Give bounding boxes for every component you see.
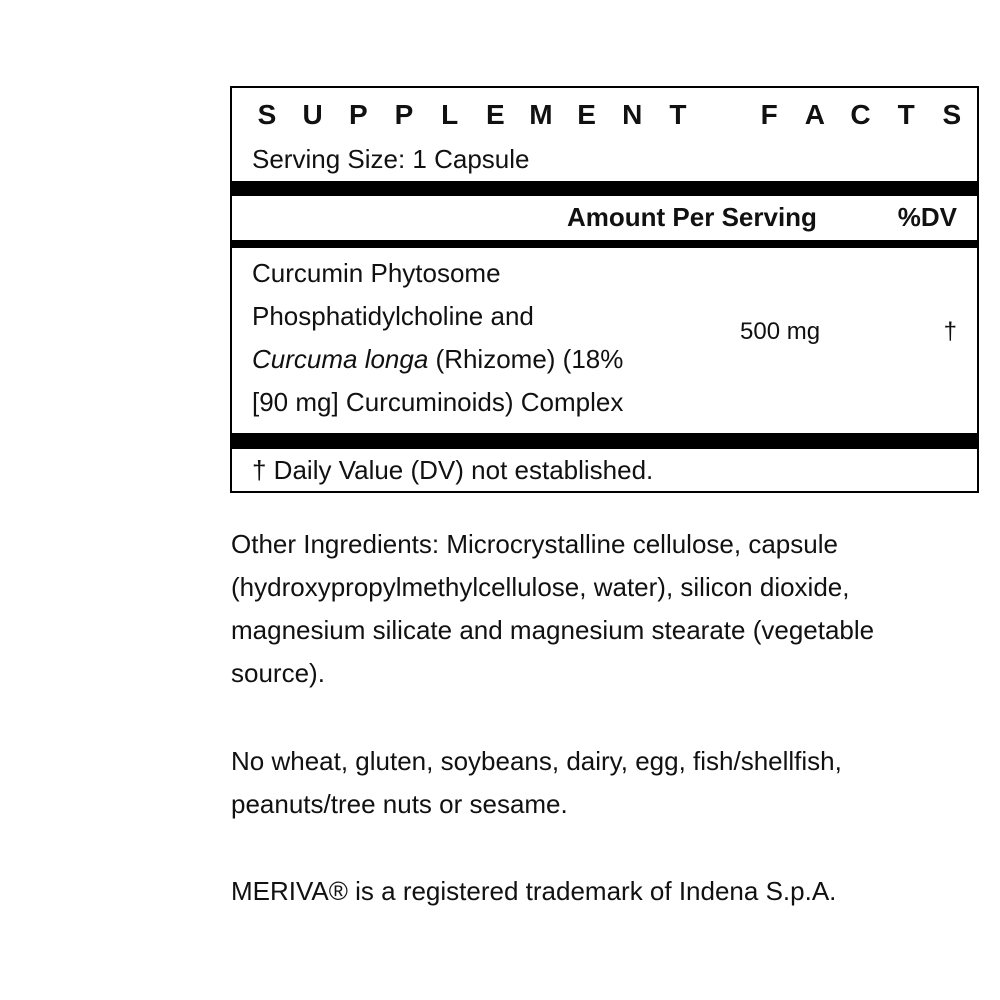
title-letter: N <box>622 99 643 130</box>
trademark-statement: MERIVA® is a registered trademark of Indena S.p.A. <box>231 876 837 906</box>
title-letter: P <box>394 99 414 130</box>
divider-bar <box>232 433 977 449</box>
title-letter: F <box>760 99 778 130</box>
title-letter: M <box>529 99 553 130</box>
ingredient-line: [90 mg] Curcuminoids) Complex <box>252 387 624 417</box>
title-letter: S <box>257 99 277 130</box>
title-letter: P <box>348 99 368 130</box>
ingredient-name <box>252 252 692 424</box>
ingredient-amount: 500 mg <box>740 318 821 345</box>
title-letter: S <box>942 99 962 130</box>
ingredient-daily-value: † <box>943 318 957 345</box>
title-letter: E <box>577 99 596 130</box>
ingredient-line: Phosphatidylcholine and <box>252 301 534 331</box>
ingredient-line: Curcumin Phytosome <box>252 258 501 288</box>
allergen-statement: No wheat, gluten, soybeans, dairy, egg, fish/shellfish, peanuts/tree nuts or sesame. <box>231 746 842 819</box>
daily-value-header: %DV <box>897 202 957 232</box>
title-letter: U <box>302 99 323 130</box>
divider-bar <box>232 240 977 248</box>
daily-value-footnote: † Daily Value (DV) not established. <box>252 455 654 485</box>
other-ingredients-text: Other Ingredients: Microcrystalline cellulose, capsule (hydroxypropylmethylcellulose, water), silicon dioxide, magnesium silicate and magnesium stearate (vegetable source). <box>231 529 875 688</box>
title-letter: E <box>485 99 505 130</box>
title-letter: L <box>441 99 459 130</box>
title-letter: T <box>897 99 915 130</box>
ingredient-line-rest: (Rhizome) (18% <box>428 344 624 374</box>
ingredient-line <box>252 338 692 381</box>
supplement-facts-panel <box>230 86 979 493</box>
amount-per-serving-header: Amount Per Serving <box>567 202 817 232</box>
serving-size: Serving Size: 1 Capsule <box>252 144 530 174</box>
title-letter: C <box>850 99 871 130</box>
title-space <box>709 99 739 131</box>
title-letter: T <box>669 99 687 130</box>
divider-bar <box>232 181 977 196</box>
ingredient-latin-name: Curcuma longa <box>252 344 429 374</box>
supplement-facts-title <box>252 99 967 131</box>
title-letter: A <box>804 99 825 130</box>
